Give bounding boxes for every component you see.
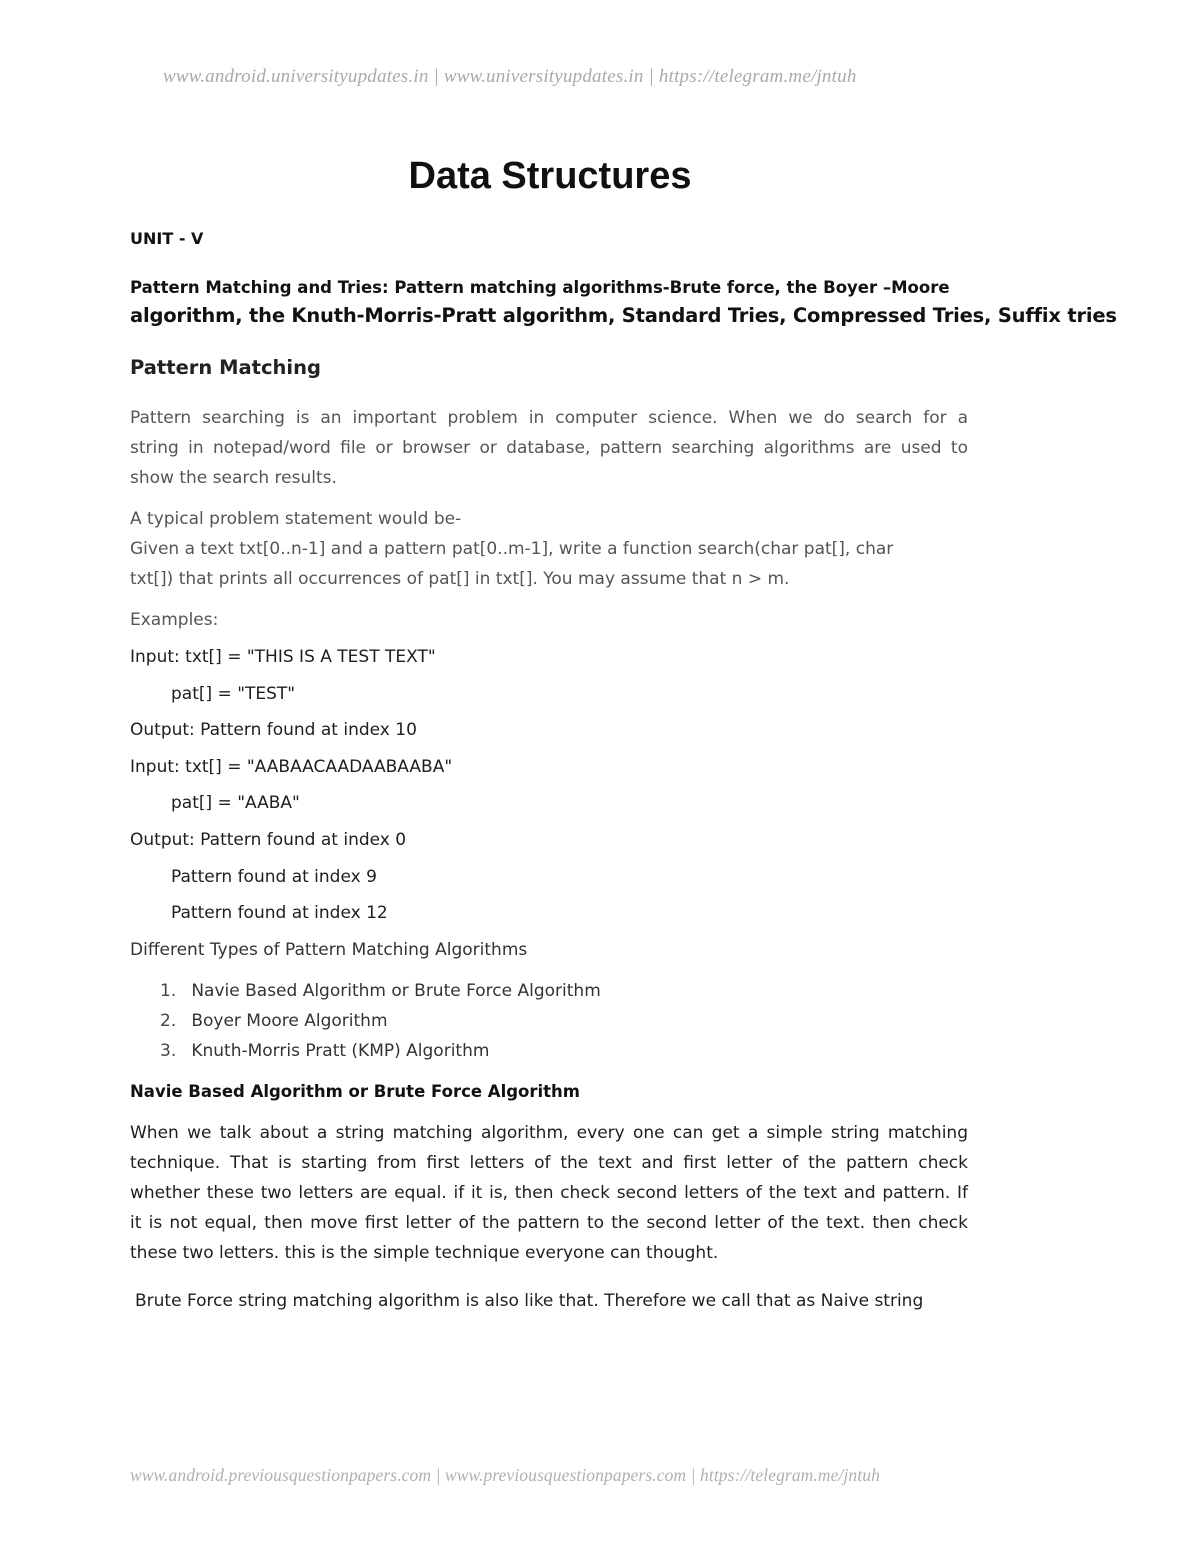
footer-watermark: www.android.previousquestionpapers.com | www.previousquestionpapers.com | https://telegram.me/jntuh — [130, 1465, 880, 1485]
examples-label: Examples: — [130, 610, 219, 630]
types-heading: Different Types of Pattern Matching Algorithms — [130, 940, 528, 960]
naive-line-2: technique. That is starting from first letters of the text and first letter of the pattern check — [130, 1153, 968, 1173]
list-item-label: Knuth-Morris Pratt (KMP) Algorithm — [191, 1041, 490, 1061]
types-list-item — [160, 981, 601, 1001]
list-item-label: Boyer Moore Algorithm — [191, 1011, 388, 1031]
problem-line-2: Given a text txt[0..n-1] and a pattern pat[0..m-1], write a function search(char pat[], char — [130, 539, 894, 559]
section-heading-pattern-matching: Pattern Matching — [130, 356, 321, 379]
naive-line-4: it is not equal, then move first letter of the pattern to the second letter of the text. then check — [130, 1213, 968, 1233]
example-output-2c: Pattern found at index 12 — [171, 903, 388, 923]
types-list-item — [160, 1041, 489, 1061]
intro-line-3: show the search results. — [130, 468, 337, 488]
example-pattern-2: pat[] = "AABA" — [171, 793, 300, 813]
header-watermark: www.android.universityupdates.in | www.universityupdates.in | https://telegram.me/jntuh — [163, 66, 857, 87]
naive-line-5: these two letters. this is the simple technique everyone can thought. — [130, 1243, 719, 1263]
unit-label: UNIT - V — [130, 229, 204, 248]
example-output-1: Output: Pattern found at index 10 — [130, 720, 417, 740]
list-number: 2. — [160, 1011, 177, 1031]
syllabus-line-1: Pattern Matching and Tries: Pattern matching algorithms-Brute force, the Boyer –Moore — [130, 278, 950, 297]
example-output-2b: Pattern found at index 9 — [171, 867, 377, 887]
intro-line-2: string in notepad/word file or browser or database, pattern searching algorithms are used to — [130, 438, 968, 458]
example-input-1: Input: txt[] = "THIS IS A TEST TEXT" — [130, 647, 436, 667]
document-title: Data Structures — [408, 155, 692, 197]
types-list-item — [160, 1011, 388, 1031]
naive-line-3: whether these two letters are equal. if it is, then check second letters of the text and pattern. If — [130, 1183, 968, 1203]
problem-line-1: A typical problem statement would be- — [130, 509, 462, 529]
naive-algorithm-heading: Navie Based Algorithm or Brute Force Algorithm — [130, 1082, 580, 1101]
list-number: 3. — [160, 1041, 177, 1061]
example-input-2: Input: txt[] = "AABAACAADAABAABA" — [130, 757, 453, 777]
intro-line-1: Pattern searching is an important problem in computer science. When we do search for a — [130, 408, 968, 428]
example-pattern-1: pat[] = "TEST" — [171, 684, 296, 704]
list-item-label: Navie Based Algorithm or Brute Force Algorithm — [191, 981, 601, 1001]
example-output-2: Output: Pattern found at index 0 — [130, 830, 407, 850]
problem-line-3: txt[]) that prints all occurrences of pat[] in txt[]. You may assume that n > m. — [130, 569, 790, 589]
syllabus-line-2: algorithm, the Knuth-Morris-Pratt algorithm, Standard Tries, Compressed Tries, Suffix tries — [130, 304, 1117, 327]
naive-line-1: When we talk about a string matching algorithm, every one can get a simple string matching — [130, 1123, 968, 1143]
naive-line-6: Brute Force string matching algorithm is also like that. Therefore we call that as Naive string — [135, 1291, 924, 1311]
list-number: 1. — [160, 981, 177, 1001]
